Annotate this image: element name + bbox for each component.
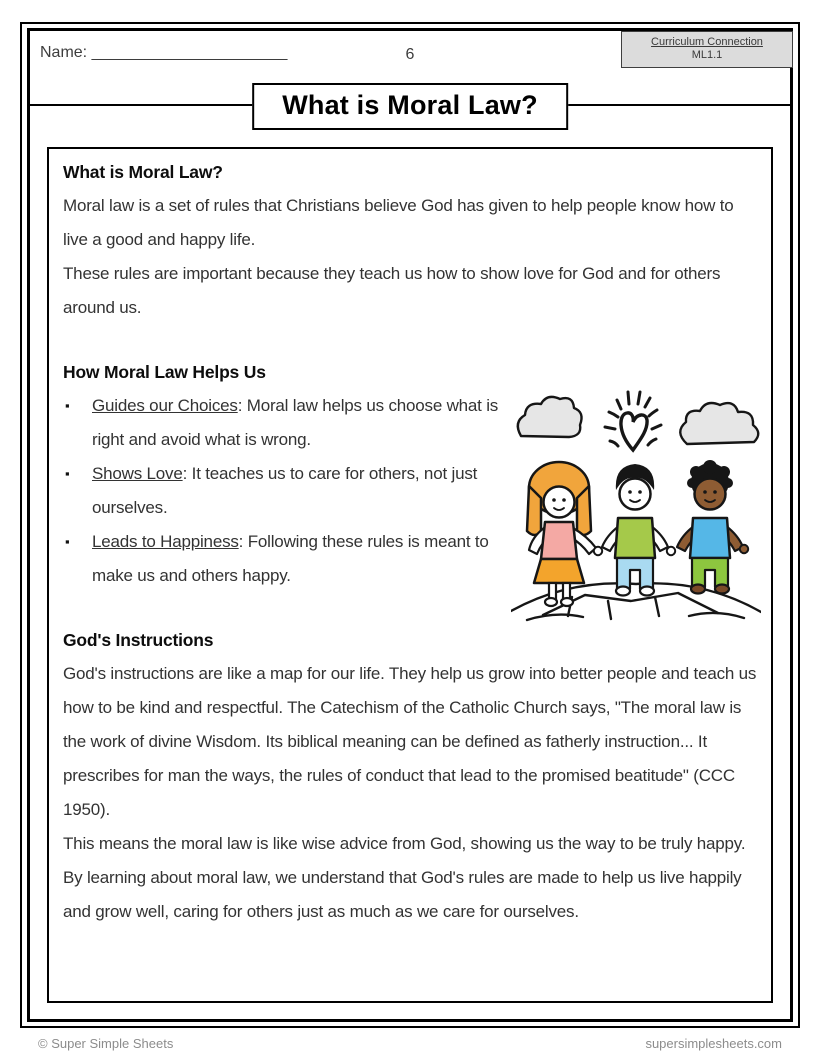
copyright-text: © Super Simple Sheets <box>38 1036 174 1051</box>
section3-heading: God's Instructions <box>63 630 214 650</box>
heart-icon <box>605 392 661 450</box>
children-holding-hands-illustration <box>511 382 761 622</box>
benefits-list <box>63 389 510 593</box>
middle-boy-figure <box>602 464 675 596</box>
bullet-term: Guides our Choices <box>92 396 238 415</box>
badge-code: ML1.1 <box>691 49 723 61</box>
section2-heading: How Moral Law Helps Us <box>63 362 266 382</box>
right-boy-figure <box>677 460 748 594</box>
section3-paragraph-2: This means the moral law is like wise advice from God, showing us the way to be truly happy. <box>63 834 746 853</box>
content-box <box>47 147 773 1003</box>
page-title: What is Moral Law? <box>252 83 568 130</box>
website-text: supersimplesheets.com <box>645 1036 782 1051</box>
cloud-icon <box>518 397 582 437</box>
name-label: Name: <box>40 44 88 61</box>
section3-paragraph-1: God's instructions are like a map for our life. They help us grow into better people and teach us how to be kind and respectful. The Catechism of the Catholic Church says, "The moral law is the work of divine Wisdom. Its biblical meaning can be defined as fatherly instruction... It prescribes for man the ways, the rules of conduct that lead to the promised beatitude" (CCC 1950). <box>63 664 757 819</box>
name-blank-line: ______________________ <box>91 44 288 61</box>
page-number: 6 <box>405 46 415 63</box>
curriculum-connection-badge <box>621 31 793 68</box>
section3-paragraph-3: By learning about moral law, we understand that God's rules are made to help us live happily and grow well, caring for others just as much as we care for ourselves. <box>63 868 742 921</box>
bullet-term: Shows Love <box>92 464 183 483</box>
bullet-text: : Following these rules is meant to make us and others happy. <box>92 532 489 585</box>
section1-paragraph-2: These rules are important because they teach us how to show love for God and for others around us. <box>63 264 721 317</box>
bullet-text: : It teaches us to care for others, not just ourselves. <box>92 464 478 517</box>
list-item <box>63 457 510 525</box>
section1-paragraph-1: Moral law is a set of rules that Christians believe God has given to help people know how to live a good and happy life. <box>63 196 734 249</box>
list-item <box>63 389 510 457</box>
section1-heading: What is Moral Law? <box>63 162 223 182</box>
list-item <box>63 525 510 593</box>
badge-title: Curriculum Connection <box>651 36 763 48</box>
cloud-icon <box>680 403 758 444</box>
bullet-text: : Moral law helps us choose what is right and avoid what is wrong. <box>92 396 499 449</box>
bullet-term: Leads to Happiness <box>92 532 239 551</box>
